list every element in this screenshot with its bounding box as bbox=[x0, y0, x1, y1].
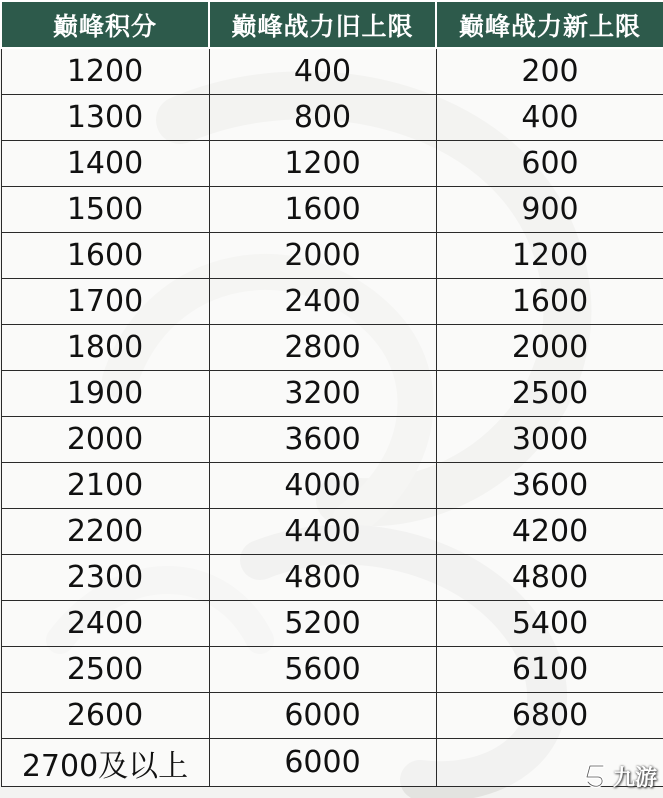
cell-old-power-cap: 400 bbox=[209, 48, 436, 95]
table-row bbox=[1, 187, 663, 233]
header-peak-score: 巅峰积分 bbox=[1, 1, 209, 48]
cell-peak-score: 1400 bbox=[1, 141, 209, 187]
table-row bbox=[1, 141, 663, 187]
table-row bbox=[1, 647, 663, 693]
cell-old-power-cap: 1200 bbox=[209, 141, 436, 187]
cell-peak-score: 2200 bbox=[1, 509, 209, 555]
table-row bbox=[1, 325, 663, 371]
table-row bbox=[1, 48, 663, 95]
header-new-power-cap: 巅峰战力新上限 bbox=[436, 1, 663, 48]
cell-old-power-cap: 2000 bbox=[209, 233, 436, 279]
cell-peak-score: 2100 bbox=[1, 463, 209, 509]
cell-new-power-cap: 4200 bbox=[436, 509, 663, 555]
table-row bbox=[1, 509, 663, 555]
cell-old-power-cap: 1600 bbox=[209, 187, 436, 233]
cell-peak-score: 1200 bbox=[1, 48, 209, 95]
table-row bbox=[1, 417, 663, 463]
table-row bbox=[1, 233, 663, 279]
cell-old-power-cap: 6000 bbox=[209, 693, 436, 739]
cell-old-power-cap: 2400 bbox=[209, 279, 436, 325]
table-row bbox=[1, 95, 663, 141]
cell-new-power-cap: 6100 bbox=[436, 647, 663, 693]
table-row bbox=[1, 279, 663, 325]
cell-peak-score: 2600 bbox=[1, 693, 209, 739]
cell-peak-score: 2700及以上 bbox=[1, 739, 209, 787]
table-row bbox=[1, 739, 663, 787]
cell-peak-score: 1600 bbox=[1, 233, 209, 279]
cell-peak-score: 1700 bbox=[1, 279, 209, 325]
watermark-text: 九游 bbox=[612, 766, 657, 791]
cell-old-power-cap: 4400 bbox=[209, 509, 436, 555]
table-row bbox=[1, 555, 663, 601]
cell-peak-score: 1900 bbox=[1, 371, 209, 417]
table-row bbox=[1, 371, 663, 417]
watermark bbox=[581, 761, 657, 792]
cell-old-power-cap: 5600 bbox=[209, 647, 436, 693]
cell-peak-score: 2000 bbox=[1, 417, 209, 463]
cell-peak-score: 2400 bbox=[1, 601, 209, 647]
cell-new-power-cap: 600 bbox=[436, 141, 663, 187]
cell-old-power-cap: 800 bbox=[209, 95, 436, 141]
cell-peak-score: 1500 bbox=[1, 187, 209, 233]
cell-peak-score: 2300 bbox=[1, 555, 209, 601]
cell-new-power-cap: 2000 bbox=[436, 325, 663, 371]
cell-new-power-cap: 3600 bbox=[436, 463, 663, 509]
table-row bbox=[1, 601, 663, 647]
cell-new-power-cap: 400 bbox=[436, 95, 663, 141]
cell-new-power-cap: 1200 bbox=[436, 233, 663, 279]
cell-new-power-cap: 200 bbox=[436, 48, 663, 95]
cell-new-power-cap: 3000 bbox=[436, 417, 663, 463]
cell-old-power-cap: 3600 bbox=[209, 417, 436, 463]
cell-old-power-cap: 3200 bbox=[209, 371, 436, 417]
cell-peak-score: 1300 bbox=[1, 95, 209, 141]
cell-old-power-cap: 6000 bbox=[209, 739, 436, 787]
cell-peak-score: 2500 bbox=[1, 647, 209, 693]
table-header-row bbox=[1, 1, 663, 48]
cell-new-power-cap: 900 bbox=[436, 187, 663, 233]
cell-new-power-cap: 5400 bbox=[436, 601, 663, 647]
cell-old-power-cap: 5200 bbox=[209, 601, 436, 647]
cell-peak-score: 1800 bbox=[1, 325, 209, 371]
cell-old-power-cap: 4800 bbox=[209, 555, 436, 601]
table-row bbox=[1, 693, 663, 739]
cell-old-power-cap: 2800 bbox=[209, 325, 436, 371]
cell-old-power-cap: 4000 bbox=[209, 463, 436, 509]
header-old-power-cap: 巅峰战力旧上限 bbox=[209, 1, 436, 48]
cell-new-power-cap: 4800 bbox=[436, 555, 663, 601]
cell-new-power-cap: 6800 bbox=[436, 693, 663, 739]
jiuyou-logo-icon bbox=[581, 762, 611, 792]
table-row bbox=[1, 463, 663, 509]
cell-new-power-cap: 1600 bbox=[436, 279, 663, 325]
cell-new-power-cap: 2500 bbox=[436, 371, 663, 417]
